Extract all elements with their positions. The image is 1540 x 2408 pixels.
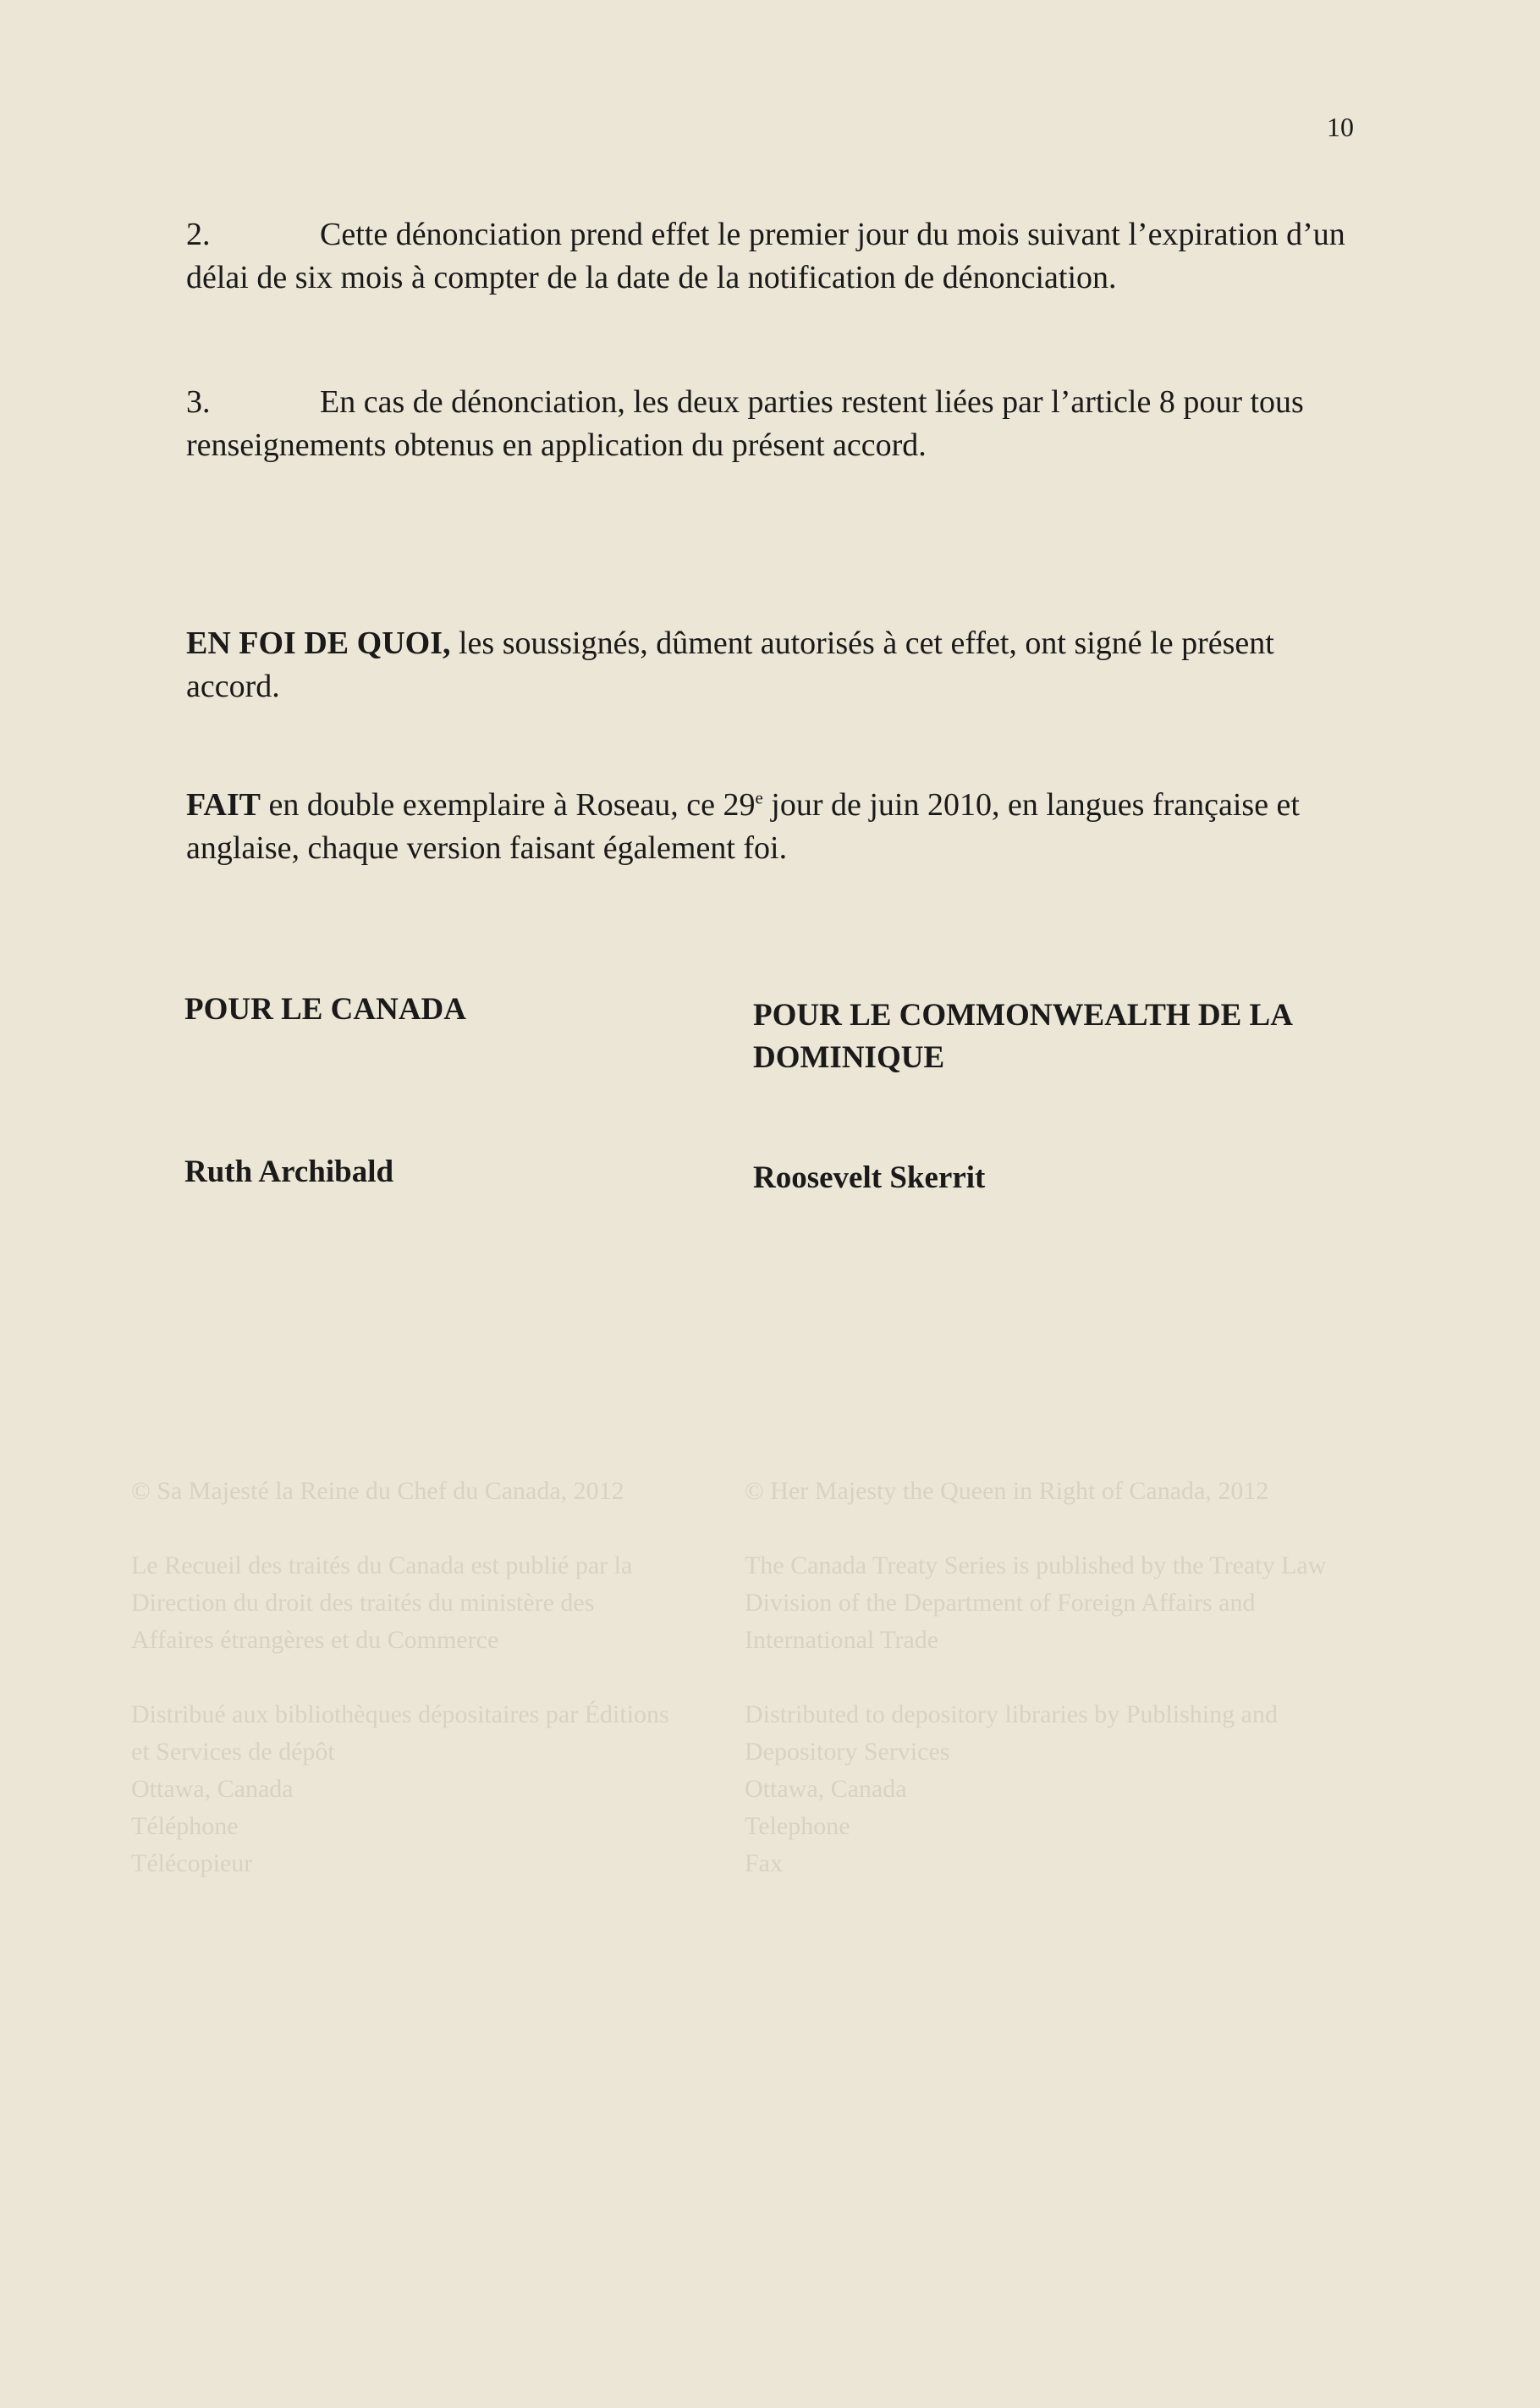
witness-lead: EN FOI DE QUOI, xyxy=(186,625,451,661)
paragraph-3 xyxy=(186,381,1371,467)
done-text-after: jour de juin 2010, en langues française et anglaise, chaque version faisant également foi. xyxy=(186,787,1300,866)
witness-text: les soussignés, dûment autorisés à cet effet, ont signé le présent accord. xyxy=(186,625,1274,704)
paragraph-text: Cette dénonciation prend effet le premier jour du mois suivant l’expiration d’un délai de six mois à compter de la date de la notification de dénonciation. xyxy=(186,217,1345,295)
page-number: 10 xyxy=(1327,112,1354,142)
done-clause xyxy=(186,784,1371,870)
show-through-text-right: © Her Majesty the Queen in Right of Canada, 2012 The Canada Treaty Series is published by the Treaty Law Division of the Department of Foreign Affairs and International Trade Distributed to depository libraries by Publishing and Depository Services Ottawa, Canada Telephone Fax xyxy=(745,1477,1327,1877)
done-lead: FAIT xyxy=(186,787,261,823)
witness-clause xyxy=(186,622,1371,708)
ordinal-suffix: e xyxy=(755,787,763,808)
signatory-name-dominica: Roosevelt Skerrit xyxy=(753,1160,986,1195)
paragraph-text: En cas de dénonciation, les deux parties restent liées par l’article 8 pour tous renseignements obtenus en application du présent accord. xyxy=(186,384,1304,463)
paragraph-number: 3. xyxy=(186,384,211,420)
paragraph-2 xyxy=(186,213,1371,300)
signatory-name-canada: Ruth Archibald xyxy=(184,1154,394,1189)
show-through-text-left: © Sa Majesté la Reine du Chef du Canada, 2012 Le Recueil des traités du Canada est publié par la Direction du droit des traités du ministère des Affaires étrangères et du Commerce Distribué aux bibliothèques dépositaires par Éditions et Services de dépôt Ottawa, Canada Téléphone Télécopieur xyxy=(131,1477,669,1877)
signature-heading-canada: POUR LE CANADA xyxy=(184,992,466,1027)
signature-heading-dominica: POUR LE COMMONWEALTH DE LA DOMINIQUE xyxy=(753,998,1291,1075)
done-text-before: en double exemplaire à Roseau, ce 29 xyxy=(260,787,756,823)
paragraph-number: 2. xyxy=(186,217,211,252)
